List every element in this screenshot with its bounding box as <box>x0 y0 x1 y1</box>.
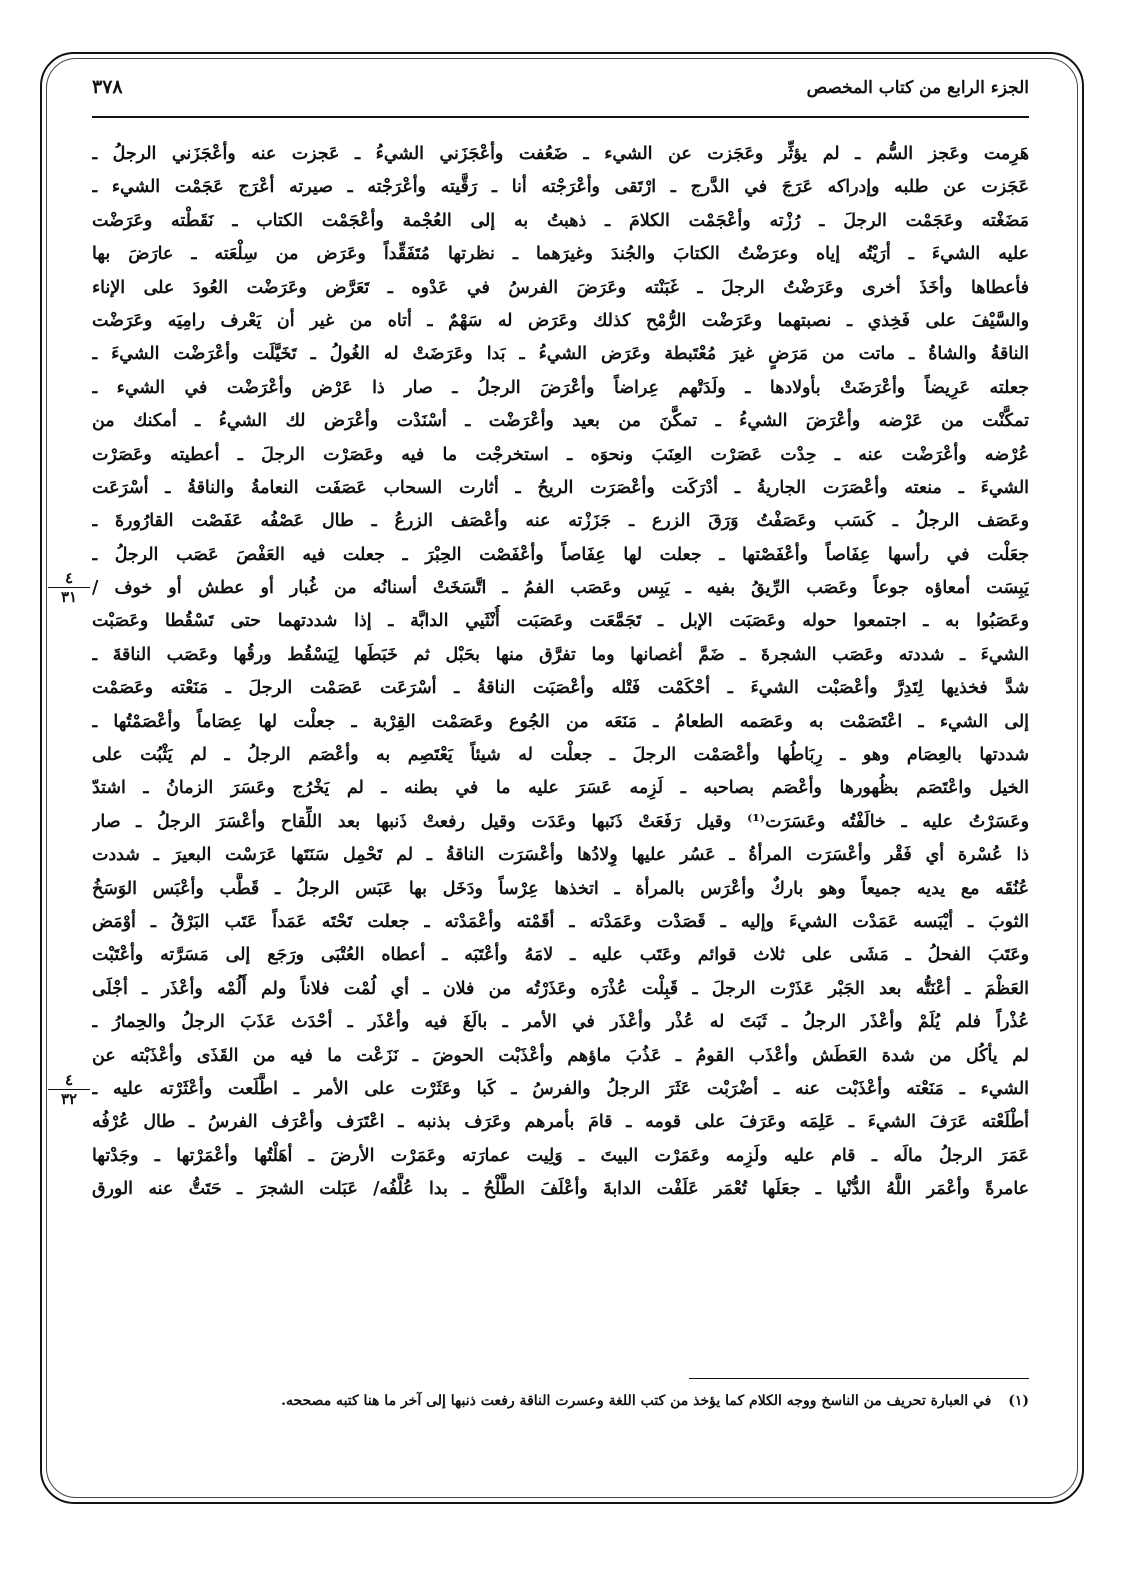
margin-page-marker <box>48 1072 90 1107</box>
text-line: شدَّ فخذيها لِتَدِرَّ وأعْصَبْت الشيءَ ـ أحْكَمْت فَتْله وأعْصَبَت الناقةُ ـ أسْرَعَت عَصَمْت الرجلَ ـ مَنَعْته وعَصَمْت <box>92 678 1029 699</box>
text-line: العَظْمَ ـ أعْنَتُّه بعد الجَبْر عَذَرْت الرجلَ ـ قَبِلْت عُذْرَه وعَذَرْتُه من فلان ـ أي لُمْت فلاناً ولم أَلُمْه وأعْذَر ـ أجْلَى <box>92 978 1029 999</box>
text-line: مَضَغْته وعَجَمْت الرجلَ ـ رُزْته وأعْجَمْت الكلامَ ـ ذهبتُ به إلى العُجْمة وأعْجَمْت الكتاب ـ نَقَطْته وعَرَضْت <box>92 210 1029 231</box>
footnote-rule <box>689 1378 1029 1379</box>
text-line: تمكَّنْت من عَرْضه وأعْرَضَ الشيءُ ـ تمكَّنَ من بعيد وأعْرَضْت ـ أسْنَدْت وأعْرَض لك الشيءُ ـ أمكنك من <box>92 411 1029 432</box>
text-line: يَبِسَت أمعاؤه جوعاً وعَصَب الرِّيقُ بفيه ـ يَبِس وعَصَب الفمُ ـ اتَّسَخَتْ أسنانُه من غُبار أو عطش أو خوف / <box>92 578 1029 599</box>
text-line: لم يأكُل من شدة العَطَش وأعْذَب القومُ ـ عَذُبَ ماؤهم وأعْذَبْت الحوضَ ـ نَزَعْت ما فيه من القَذَى وأعْذَبْته عن <box>92 1045 1029 1066</box>
text-line: الثوبَ ـ أيْبَسه عَمَدْت الشيءَ وإليه ـ قَصَدْت وعَمَدْته ـ أقَمْته وأعْمَدْته ـ جعلت تَحْتَه عَمَداً عَتَب البَرْقُ ـ أوْمَض <box>92 911 1029 932</box>
text-line: جعلته عَرِيضاً وأعْرَضَتْ بأولادها ـ ولَدَتْهم عِراضاً وأعْرَضَ الرجلُ ـ صار ذا عَرْض وأعْرَضْت في الشيء ـ <box>92 377 1029 398</box>
running-header <box>92 74 1029 104</box>
text-line: جعَلْت في رأسها عِفَاصاً وأعْفَصْتها ـ جعلت لها عِفَاصاً وأعْفَصْت الحِبْرَ ـ جعلت فيه العَفْصَ عَصَب الرجلُ ـ <box>92 544 1029 565</box>
text-line: هَرِمت وعَجز السُّم ـ لم يؤثِّر وعَجَزت عن الشيء ـ ضَعُفت وأعْجَزَني الشيءُ ـ عَجزت عنه وأعْجَزَني الرجلُ ـ <box>92 144 1029 164</box>
text-line: عامرةً وأعْمَر اللَّهُ الدُّنْيا ـ جعَلَها تُعْمَر عَلَفْت الدابةَ وأعْلَفَ الطَّلْحُ ـ بدا عُلَّفُه/ عَبَلت الشجرَ ـ حَتَتُّ عنه الورق <box>92 1179 1029 1200</box>
text-line: عُرْضه وأعْرَضْت عنه ـ حِدْت عَصَرْت العِنَبَ ونحوَه ـ استخرجْت ما فيه وعَصَرْت الرجلَ ـ أعطيته وعَصَرْت <box>92 444 1029 465</box>
margin-marker-volume: ٤ <box>48 570 90 588</box>
text-line: الناقةُ والشاةُ ـ ماتت من مَرَضٍ غيرَ مُعْتَبطة وعَرَض الشيءُ ـ بَدا وعَرَضَتْ له الغُولُ ـ تَخَيَّلَت وأعْرَضْت الشيءَ ـ <box>92 344 1029 365</box>
text-line: شددتها بالعِصَام وهو ـ رِبَاطُها وأعْصَمْت الرجلَ ـ جعلْت له شيئاً يَعْتَصِم به وأعْصَم الرجلُ ـ لم يَثْبُت على <box>92 745 1029 766</box>
page-number: ٣٧٨ <box>92 76 123 98</box>
text-line: إلى الشيء ـ اعْتَصَمْت به وعَصَمه الطعامُ ـ مَنَعَه من الجُوع وعَصَمْت القِرْبة ـ جعلْت لها عِصَاماً وأعْصَمْتُها ـ <box>92 711 1029 732</box>
margin-marker-page: ٣١ <box>60 588 78 606</box>
text-line: عَجَزت عن طلبه وإدراكه عَرَجَ في الدَّرج ـ ارْتَقى وأعْرَجْته أنا ـ رَقَّيته وأعْرَجْته ـ صيرته أعْرَج عَجَمْت الشيء ـ <box>92 177 1029 198</box>
margin-page-marker <box>48 570 90 605</box>
text-line: فأعطاها وأخَذَ أخرى وعَرَضْتُ الرجلَ ـ غَبَنْته وعَرَضَ الفرسُ في عَدْوه ـ تَعَرَّض وعَرَضْت العُودَ على الإناء <box>92 277 1029 298</box>
text-line: وعَتَبَ الفحلُ ـ مَشَى على ثلاث قوائم وعَتَب عليه ـ لامَهُ وأعْتَبَه ـ أعطاه العُتْبَى ورَجَع إلى مَسَرَّته وأعْتَبْت <box>92 945 1029 966</box>
text-line: ذا عُسْرة أي فَقْر وأعْسَرَت المرأةُ ـ عَسُر عليها وِلادُها وأعْسَرَت الناقةُ ـ لم تَحْمِل سَنَتَها عَرَسْت البعيرَ ـ شددت <box>92 845 1029 866</box>
header-rule <box>92 116 1029 118</box>
footnote-marker: (١) <box>1008 1393 1029 1409</box>
text-line: وعَصَف الرجلُ ـ كَسَب وعَصَفْتُ وَرَقَ الزرع ـ جَزَزْته عنه وأعْصَف الزرعُ ـ طال عَصْفُه عَفَصْت القارُورةَ ـ <box>92 511 1029 532</box>
text-line: وعَسَرْتُ عليه ـ خالَفْتُه وعَسَرَت⁽¹⁾ وقيل رَفَعَتْ ذَنَبها وعَدَت وقيل رفعتْ ذَنبها بعد اللِّقاح وأعْسَرَ الرجلُ ـ صار <box>92 811 1029 832</box>
text-line: عليه الشيءَ ـ أرَيْتُه إياه وعرَضْتُ الكتابَ والجُندَ وغيرَهما ـ نظرتها مُتَفَقِّداً وعَرَض من سِلْعَته ـ عارَضَ بها <box>92 244 1029 265</box>
footnote <box>92 1390 1029 1412</box>
text-line: الخيل واعْتَصَم بظُهورها وأعْصَم بصاحبه ـ لَزِمه عَسَرَ عليه ما في بطنه ـ لم يَخْرُج وعَسَرَ الزمانُ ـ اشتدّ <box>92 778 1029 799</box>
text-line: وعَصَبُوا به ـ اجتمعوا حوله وعَصَبَت الإبل ـ تَجَمَّعَت وعَصَبَت أُنْثَيي الدابَّة ـ إذا شددتهما حتى تَسْقُطا وعَصَبْت <box>92 611 1029 632</box>
footnote-text: في العبارة تحريف من الناسخ ووجه الكلام كما يؤخذ من كتب اللغة وعسرت الناقة رفعت ذنبها إلى آخر ما هنا كتبه مصححه. <box>281 1393 992 1409</box>
text-line: عَمَرَ الرجلُ مالَه ـ قام عليه ولَزِمه وعَمَرْت البيتَ ـ وَلِيت عمارَته وعَمَرْت الأرضَ ـ أهَلْتُها وأعْمَرْتها ـ وجَدْتها <box>92 1145 1029 1166</box>
text-line: الشيءَ ـ منعته وأعْصَرَت الجاريةُ ـ أدْرَكَت وأعْصَرَت الريحُ ـ أثارت السحاب عَصَفَت النعامةُ والناقةُ ـ أسْرَعَت <box>92 477 1029 498</box>
text-line: الشيءَ ـ شددته وعَصَب الشجرةَ ـ ضَمَّ أغصانها وما تفرَّق منها بحَبْل ثم خَبَطَها لِيَسْقُط ورقُها وعَصَب الناقةَ ـ <box>92 644 1029 665</box>
text-line: أطْلَعْته عَرَفَ الشيءَ ـ عَلِمَه وعَرَفَ على قومه ـ قامَ بأمرهم وعَرَف بذنبه ـ اعْتَرَف وأعْرَف الفرسُ ـ طال عُرْفُه <box>92 1112 1029 1133</box>
margin-marker-page: ٣٢ <box>60 1090 78 1108</box>
text-line: والسَّيْفَ على فَخِذي ـ نصبتهما وعَرَضْت الرُّمْح كذلك وعَرَض له سَهْمٌ ـ أتاه من غير أن يَعْرف رامِيَه وعَرَضْت <box>92 310 1029 331</box>
text-line: الشيء ـ مَنَعْته وأعْذَبْت عنه ـ أضْرَبْت عَثَرَ الرجلُ والفرسُ ـ كَبا وعَثَرْت على الأمر ـ اطَّلَعت وأعْثَرْته عليه ـ <box>92 1078 1029 1099</box>
body-text <box>92 138 1029 1207</box>
text-line: عُذْراً فلم يُلَمْ وأعْذَر الرجلُ ـ ثَبَتَ له عُذْر وأعْذَر في الأمر ـ بالَغَ فيه وأعْذَر ـ أحْدَث عَذَبَ الرجلُ والحِمارُ ـ <box>92 1012 1029 1033</box>
margin-marker-volume: ٤ <box>48 1072 90 1090</box>
book-title: الجزء الرابع من كتاب المخصص <box>806 78 1029 98</box>
text-line: عُنُقَه مع يديه جميعاً وهو باركٌ وأعْرَس بالمرأة ـ اتخذها عِرْساً ودَخَل بها عَبَس الرجلُ ـ قَطَّب وأعْبَس الوَسَخُ <box>92 878 1029 899</box>
